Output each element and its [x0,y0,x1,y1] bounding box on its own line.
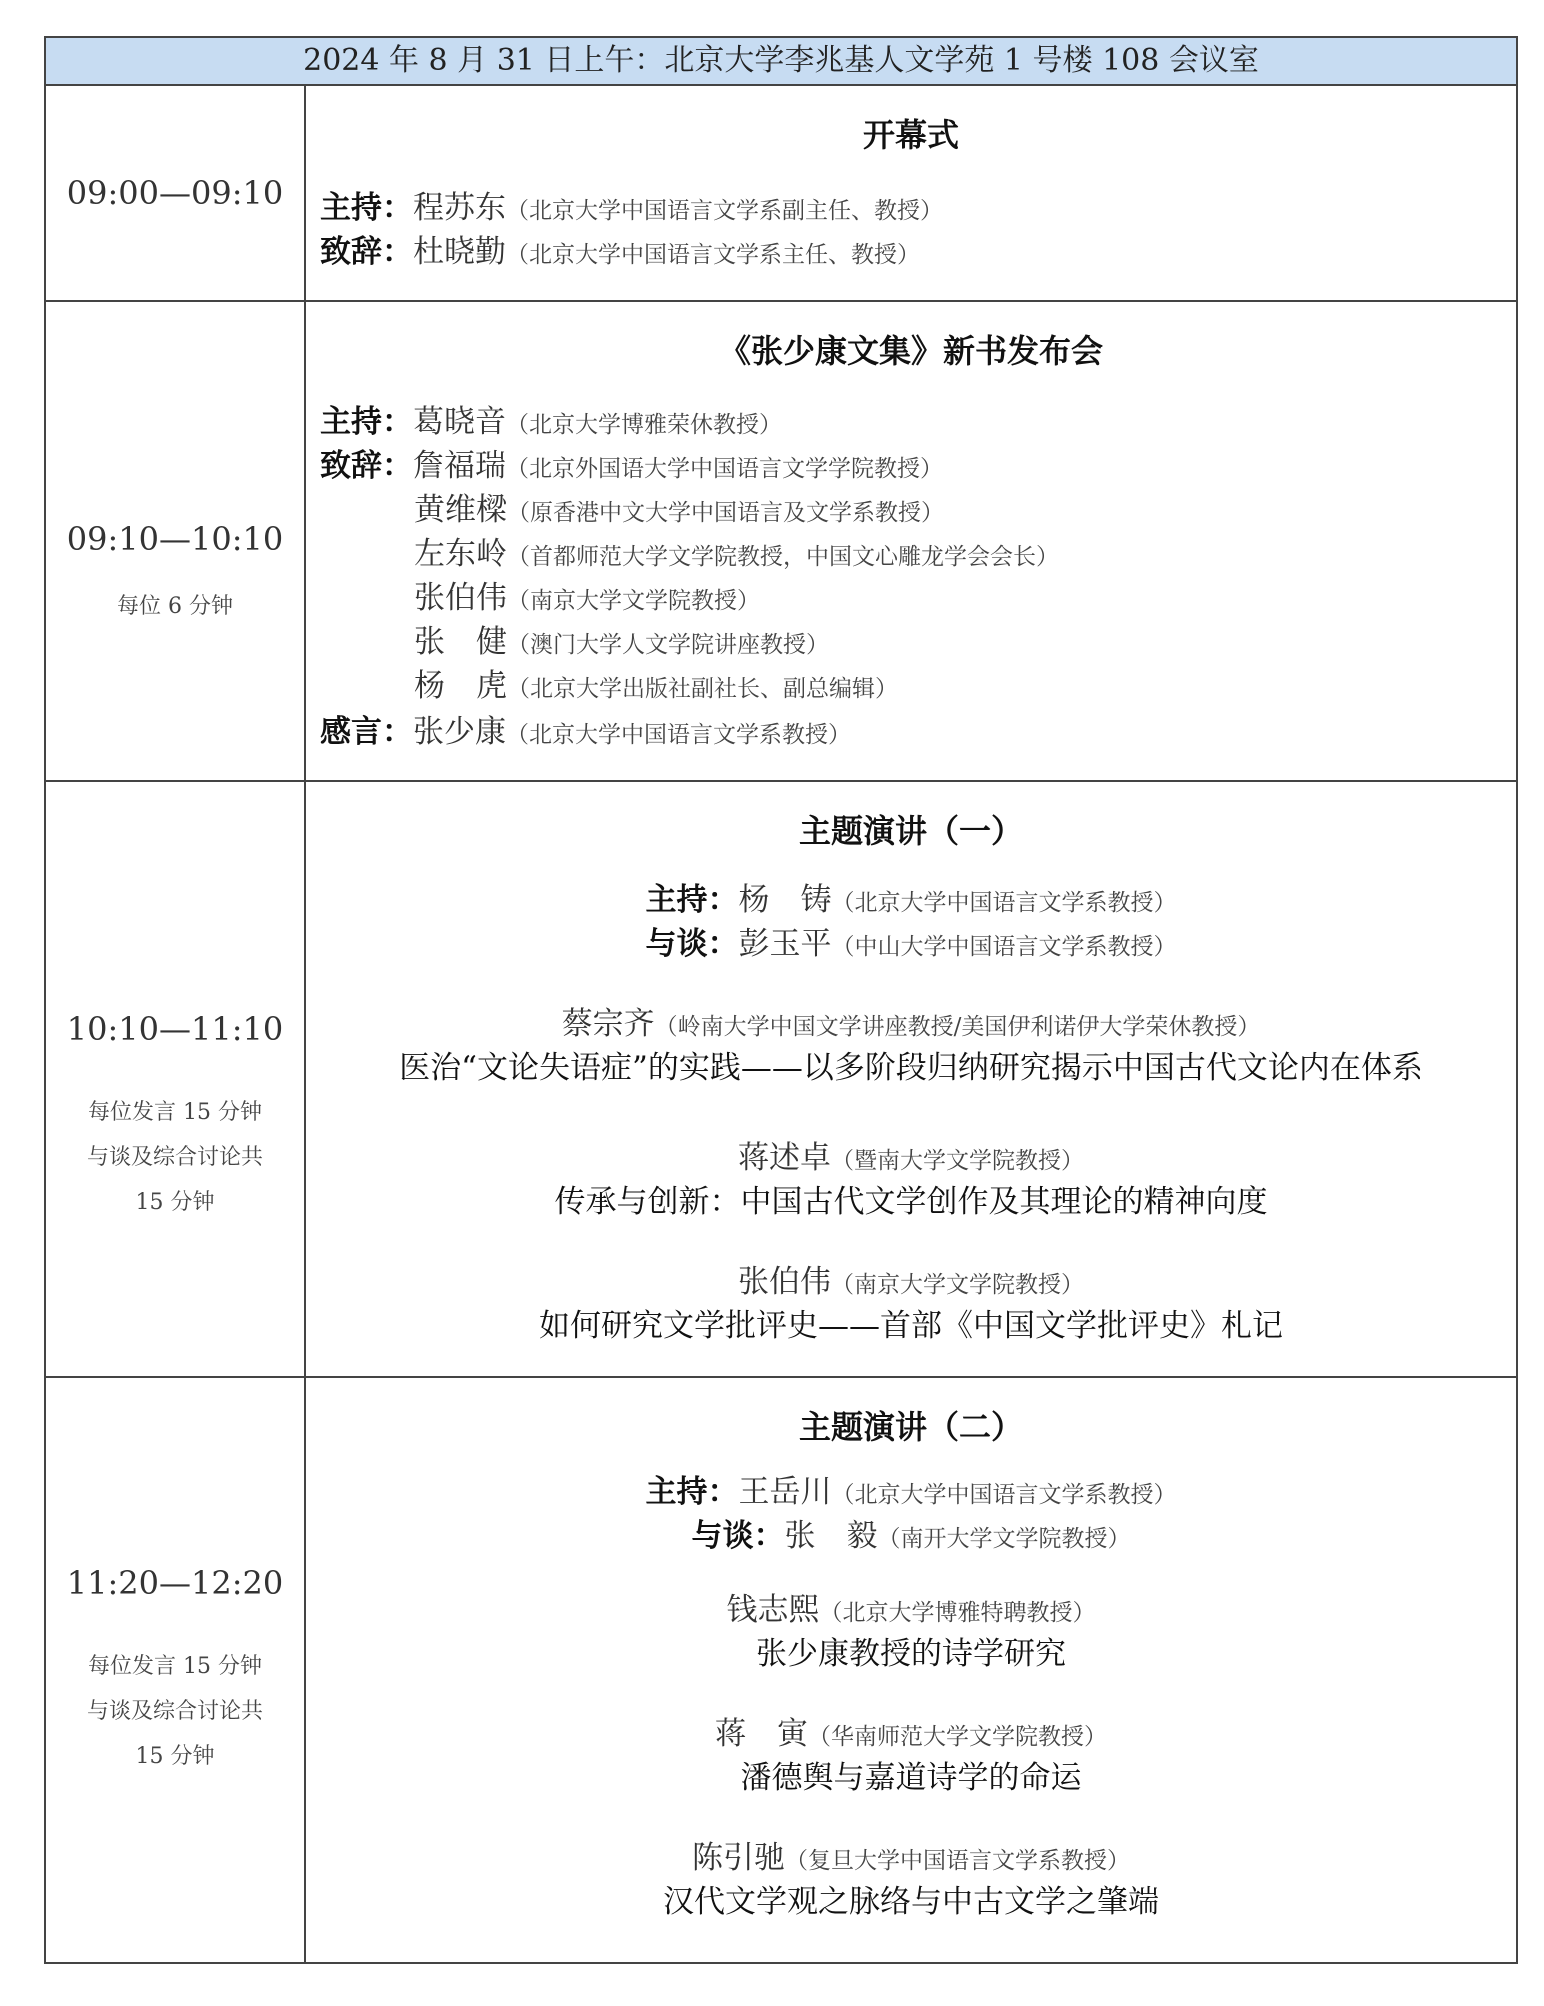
session-title: 开幕式 [862,116,959,154]
thanks-line [320,706,851,751]
schedule-table [44,36,1518,1964]
speech-name: 杜晓勤 [413,234,506,270]
discussant-line [306,918,1516,963]
session-book-launch [46,302,1516,782]
speaker-line [414,528,1059,573]
speaker-affiliation: （复旦大学中国语言文学系教授） [785,1848,1130,1874]
speaker-line [414,572,760,617]
host-label: 主持： [645,882,739,918]
speech-line [320,440,943,485]
speaker-line [414,660,898,705]
discussant-affiliation: （中山大学中国语言文学系教授） [831,934,1177,960]
session-time: 11:20—12:20 [66,1564,284,1602]
host-affiliation: （北京大学博雅荣休教授） [506,412,782,438]
speech-line [320,226,920,271]
speaker-affiliation: （岭南大学中国文学讲座教授/美国伊利诺伊大学荣休教授） [654,1014,1261,1040]
speaker-name: 杨 虎 [414,668,507,704]
speaker-name: 黄维樑 [414,492,507,528]
time-cell [46,302,306,780]
host-line [320,182,943,227]
session-note-line: 15 分钟 [135,1190,215,1215]
talk-title: 潘德舆与嘉道诗学的命运 [740,1760,1082,1796]
session-note: 每位 6 分钟 [117,594,233,619]
host-label: 主持： [645,1474,739,1510]
speaker-line [414,616,829,661]
talk-title: 如何研究文学批评史——首部《中国文学批评史》札记 [539,1308,1283,1344]
speaker-name: 张伯伟 [738,1264,831,1300]
host-line [306,874,1516,919]
speaker-name: 蔡宗齐 [561,1006,655,1042]
content-cell [306,1378,1516,1964]
session-title: 《张少康文集》新书发布会 [718,332,1103,370]
session-time: 10:10—11:10 [66,1010,284,1048]
speaker-name: 左东岭 [414,536,507,572]
talk-title: 张少康教授的诗学研究 [756,1636,1066,1672]
time-cell [46,86,306,300]
discussant-label: 与谈： [691,1518,785,1554]
host-affiliation: （北京大学中国语言文学系教授） [831,1482,1177,1508]
speaker-name: 陈引驰 [692,1840,785,1876]
content-cell [306,782,1516,1376]
host-label: 主持： [320,190,413,226]
session-note-line: 与谈及综合讨论共 [86,1145,263,1170]
host-name: 葛晓音 [413,404,506,440]
discussant-name: 张 毅 [784,1518,878,1554]
thanks-affiliation: （北京大学中国语言文学系教授） [506,722,851,748]
speaker-affiliation: （南京大学文学院教授） [831,1272,1084,1298]
host-affiliation: （北京大学中国语言文学系教授） [831,890,1177,916]
speaker-affiliation: （原香港中文大学中国语言及文学系教授） [507,500,944,526]
speech-affiliation: （北京大学中国语言文学系主任、教授） [506,242,920,268]
session-title: 主题演讲（一） [798,812,1023,850]
time-cell [46,782,306,1376]
table-header: 2024 年 8 月 31 日上午：北京大学李兆基人文学苑 1 号楼 108 会议室 [46,38,1516,86]
talk-speaker [306,1256,1516,1301]
talk-speaker [306,998,1516,1043]
talk-title: 医治“文论失语症”的实践——以多阶段归纳研究揭示中国古代文论内在体系 [399,1050,1423,1086]
speaker-affiliation: （南京大学文学院教授） [507,588,760,614]
speaker-affiliation: （澳门大学人文学院讲座教授） [507,632,829,658]
discussant-name: 彭玉平 [738,926,832,962]
host-line [320,396,782,441]
host-name: 杨 铸 [738,882,832,918]
speaker-name: 詹福瑞 [413,448,506,484]
session-keynote-1 [46,782,1516,1378]
speaker-affiliation: （华南师范大学文学院教授） [808,1724,1107,1750]
session-note-line: 与谈及综合讨论共 [86,1699,263,1724]
speaker-name: 张伯伟 [414,580,507,616]
host-label: 主持： [320,404,413,440]
thanks-name: 张少康 [413,714,506,750]
speech-label: 致辞： [320,448,413,484]
speech-label: 致辞： [320,234,413,270]
discussant-label: 与谈： [645,926,739,962]
session-time: 09:10—10:10 [66,520,284,558]
host-line [306,1466,1516,1511]
talk-speaker [306,1584,1516,1629]
host-name: 王岳川 [738,1474,832,1510]
discussant-affiliation: （南开大学文学院教授） [877,1526,1131,1552]
speaker-name: 蒋述卓 [738,1140,831,1176]
thanks-label: 感言： [320,714,413,750]
content-cell [306,86,1516,300]
speaker-affiliation: （北京外国语大学中国语言文学学院教授） [506,456,943,482]
speaker-affiliation: （暨南大学文学院教授） [831,1148,1084,1174]
talk-speaker [306,1832,1516,1877]
speaker-line [414,484,944,529]
host-name: 程苏东 [413,190,506,226]
talk-title: 传承与创新：中国古代文学创作及其理论的精神向度 [554,1184,1268,1220]
talk-speaker [306,1132,1516,1177]
speaker-affiliation: （北京大学出版社副社长、副总编辑） [507,676,898,702]
session-title: 主题演讲（二） [798,1408,1023,1446]
talk-speaker [306,1708,1516,1753]
speaker-affiliation: （首都师范大学文学院教授，中国文心雕龙学会会长） [507,544,1059,570]
session-note-line: 每位发言 15 分钟 [88,1100,262,1125]
speaker-name: 钱志熙 [726,1592,820,1628]
session-opening [46,86,1516,302]
speaker-affiliation: （北京大学博雅特聘教授） [819,1600,1096,1626]
talk-title: 汉代文学观之脉络与中古文学之肇端 [663,1884,1159,1920]
time-cell [46,1378,306,1964]
session-note-line: 15 分钟 [135,1744,215,1769]
session-keynote-2 [46,1378,1516,1964]
discussant-line [306,1510,1516,1555]
session-time: 09:00—09:10 [66,174,284,212]
content-cell [306,302,1516,780]
session-note-line: 每位发言 15 分钟 [88,1654,262,1679]
host-affiliation: （北京大学中国语言文学系副主任、教授） [506,198,943,224]
speaker-name: 张 健 [414,624,507,660]
speaker-name: 蒋 寅 [715,1716,808,1752]
